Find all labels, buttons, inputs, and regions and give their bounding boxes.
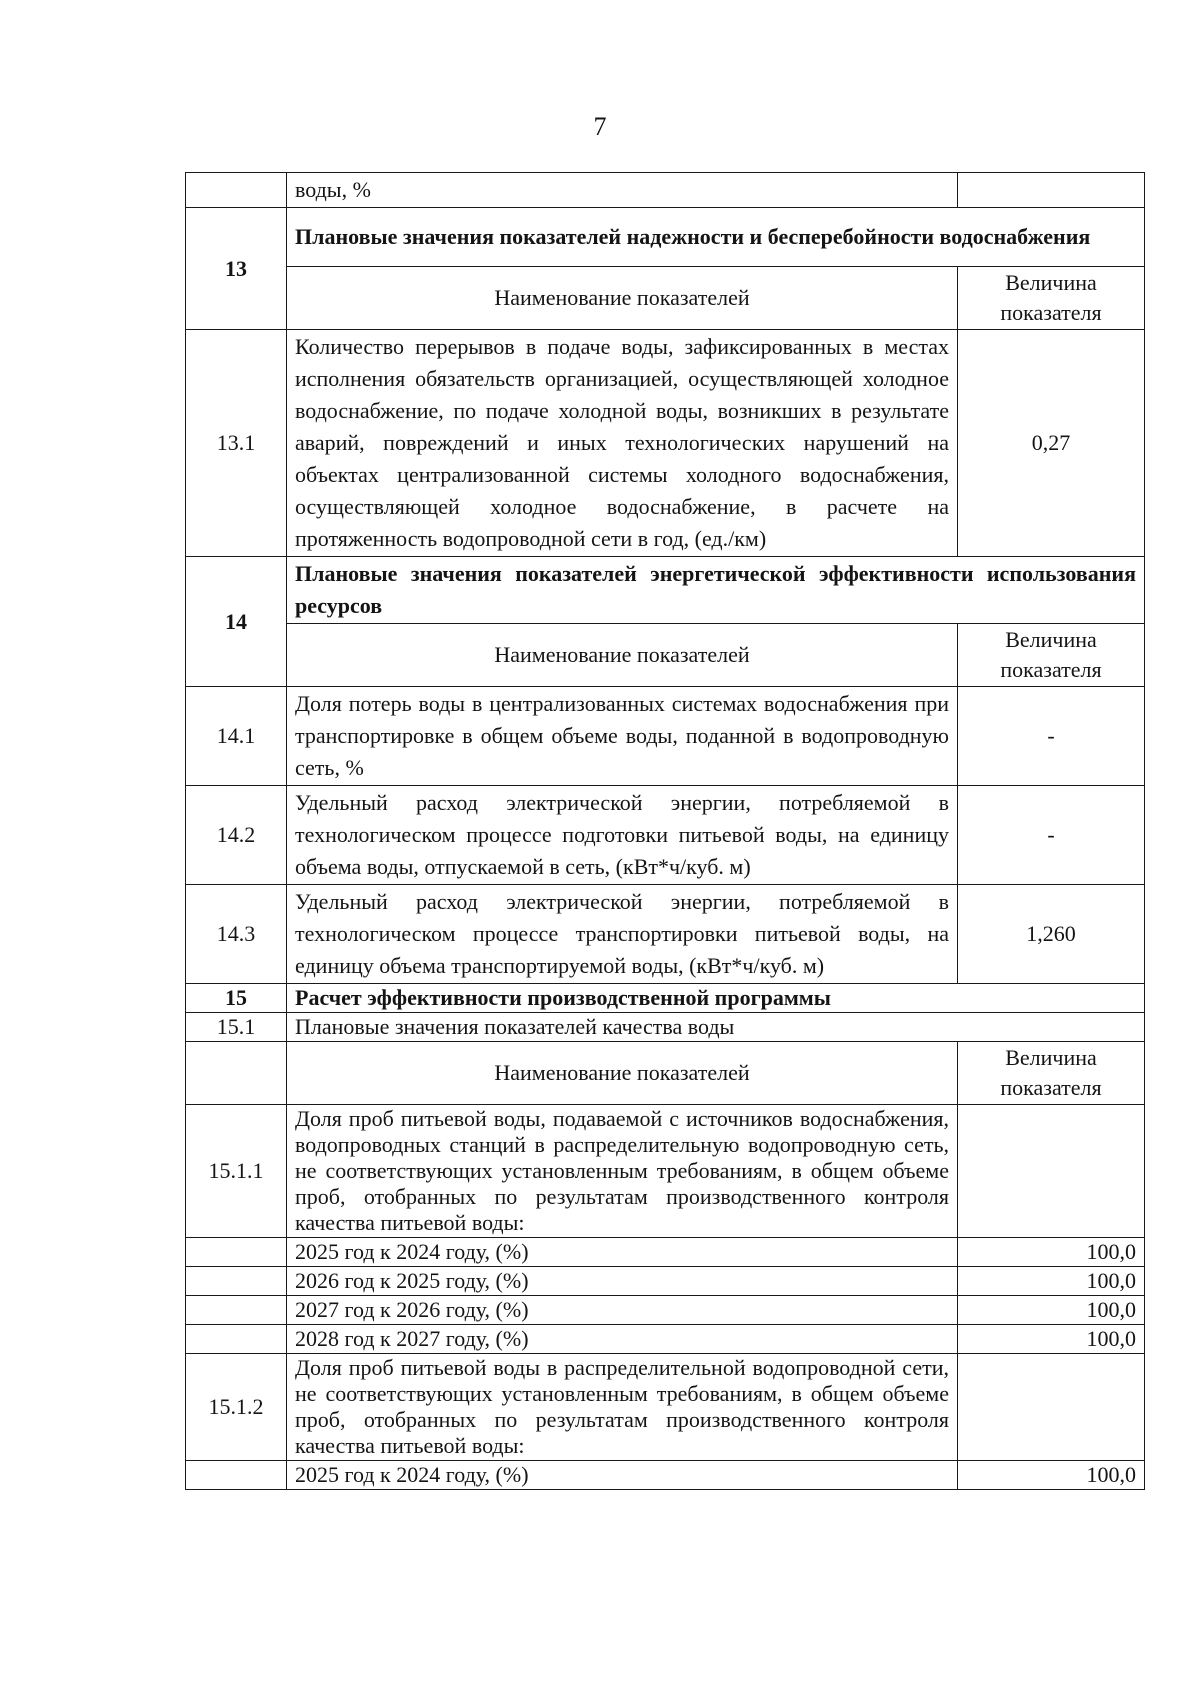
row-text: воды, % [287,173,958,208]
section-number: 14 [186,557,287,687]
row-number: 14.2 [186,786,287,885]
year-label: 2025 год к 2024 году, (%) [287,1238,958,1267]
header-label: Наименование показателей [287,267,958,330]
section-number: 15 [186,984,287,1013]
section-row [186,557,1145,624]
year-label: 2027 год к 2026 году, (%) [287,1296,958,1325]
header-row [186,624,1145,687]
section-title: Плановые значения показателей энергетической эффективности использования ресурсов [287,557,1145,624]
row-number: 14.3 [186,885,287,984]
row-text: Доля потерь воды в централизованных системах водоснабжения при транспортировке в общем объеме воды, поданной в водопроводную сеть, % [287,687,958,786]
row-value [958,1105,1145,1238]
year-value: 100,0 [958,1461,1145,1490]
header-label: Наименование показателей [287,1042,958,1105]
year-row [186,1461,1145,1490]
year-value: 100,0 [958,1267,1145,1296]
subsection-row [186,1013,1145,1042]
subsection-title: Плановые значения показателей качества воды [287,1013,1145,1042]
indicators-table [185,172,1145,1490]
table-row [186,173,1145,208]
page-number: 7 [593,112,607,141]
year-value: 100,0 [958,1296,1145,1325]
row-number: 13.1 [186,330,287,557]
table-row [186,1354,1145,1461]
table-row [186,687,1145,786]
header-value: Величина показателя [958,1042,1145,1105]
year-row [186,1325,1145,1354]
row-number [186,1325,287,1354]
row-value: - [958,687,1145,786]
year-label: 2025 год к 2024 году, (%) [287,1461,958,1490]
row-number [186,173,287,208]
table-row [186,786,1145,885]
section-title: Расчет эффективности производственной программы [287,984,1145,1013]
row-text: Удельный расход электрической энергии, потребляемой в технологическом процессе подготовки питьевой воды, на единицу объема воды, отпускаемой в сеть, (кВт*ч/куб. м) [287,786,958,885]
section-row [186,208,1145,267]
row-number [186,1296,287,1325]
subsection-number: 15.1 [186,1013,287,1042]
year-value: 100,0 [958,1325,1145,1354]
header-label: Наименование показателей [287,624,958,687]
table-row [186,885,1145,984]
row-number [186,1267,287,1296]
section-number: 13 [186,208,287,330]
row-text: Доля проб питьевой воды в распределительной водопроводной сети, не соответствующих установленным требованиям, в общем объеме проб, отобранных по результатам производственного контроля качества питьевой воды: [287,1354,958,1461]
row-number [186,1042,287,1105]
year-label: 2026 год к 2025 году, (%) [287,1267,958,1296]
table-row [186,330,1145,557]
row-value [958,1354,1145,1461]
header-value: Величина показателя [958,624,1145,687]
row-number [186,1461,287,1490]
header-row [186,1042,1145,1105]
section-title: Плановые значения показателей надежности и бесперебойности водоснабжения [287,208,1145,267]
row-number [186,1238,287,1267]
year-row [186,1238,1145,1267]
year-label: 2028 год к 2027 году, (%) [287,1325,958,1354]
header-row [186,267,1145,330]
section-row [186,984,1145,1013]
row-text: Количество перерывов в подаче воды, зафиксированных в местах исполнения обязательств организацией, осуществляющей холодное водоснабжение, по подаче холодной воды, возникших в результате аварий, повреждений и иных технологических нарушений на объектах централизованной системы холодного водоснабжения, осуществляющей холодное водоснабжение, в расчете на протяженность водопроводной сети в год, (ед./км) [287,330,958,557]
row-text: Удельный расход электрической энергии, потребляемой в технологическом процессе транспортировки питьевой воды, на единицу объема транспортируемой воды, (кВт*ч/куб. м) [287,885,958,984]
header-value: Величина показателя [958,267,1145,330]
year-value: 100,0 [958,1238,1145,1267]
row-number: 14.1 [186,687,287,786]
row-value: 0,27 [958,330,1145,557]
row-text: Доля проб питьевой воды, подаваемой с источников водоснабжения, водопроводных станций в распределительную водопроводную сеть, не соответствующих установленным требованиям, в общем объеме проб, отобранных по результатам производственного контроля качества питьевой воды: [287,1105,958,1238]
row-value [958,173,1145,208]
table-row [186,1105,1145,1238]
row-number: 15.1.1 [186,1105,287,1238]
year-row [186,1296,1145,1325]
row-value: 1,260 [958,885,1145,984]
row-number: 15.1.2 [186,1354,287,1461]
row-value: - [958,786,1145,885]
year-row [186,1267,1145,1296]
